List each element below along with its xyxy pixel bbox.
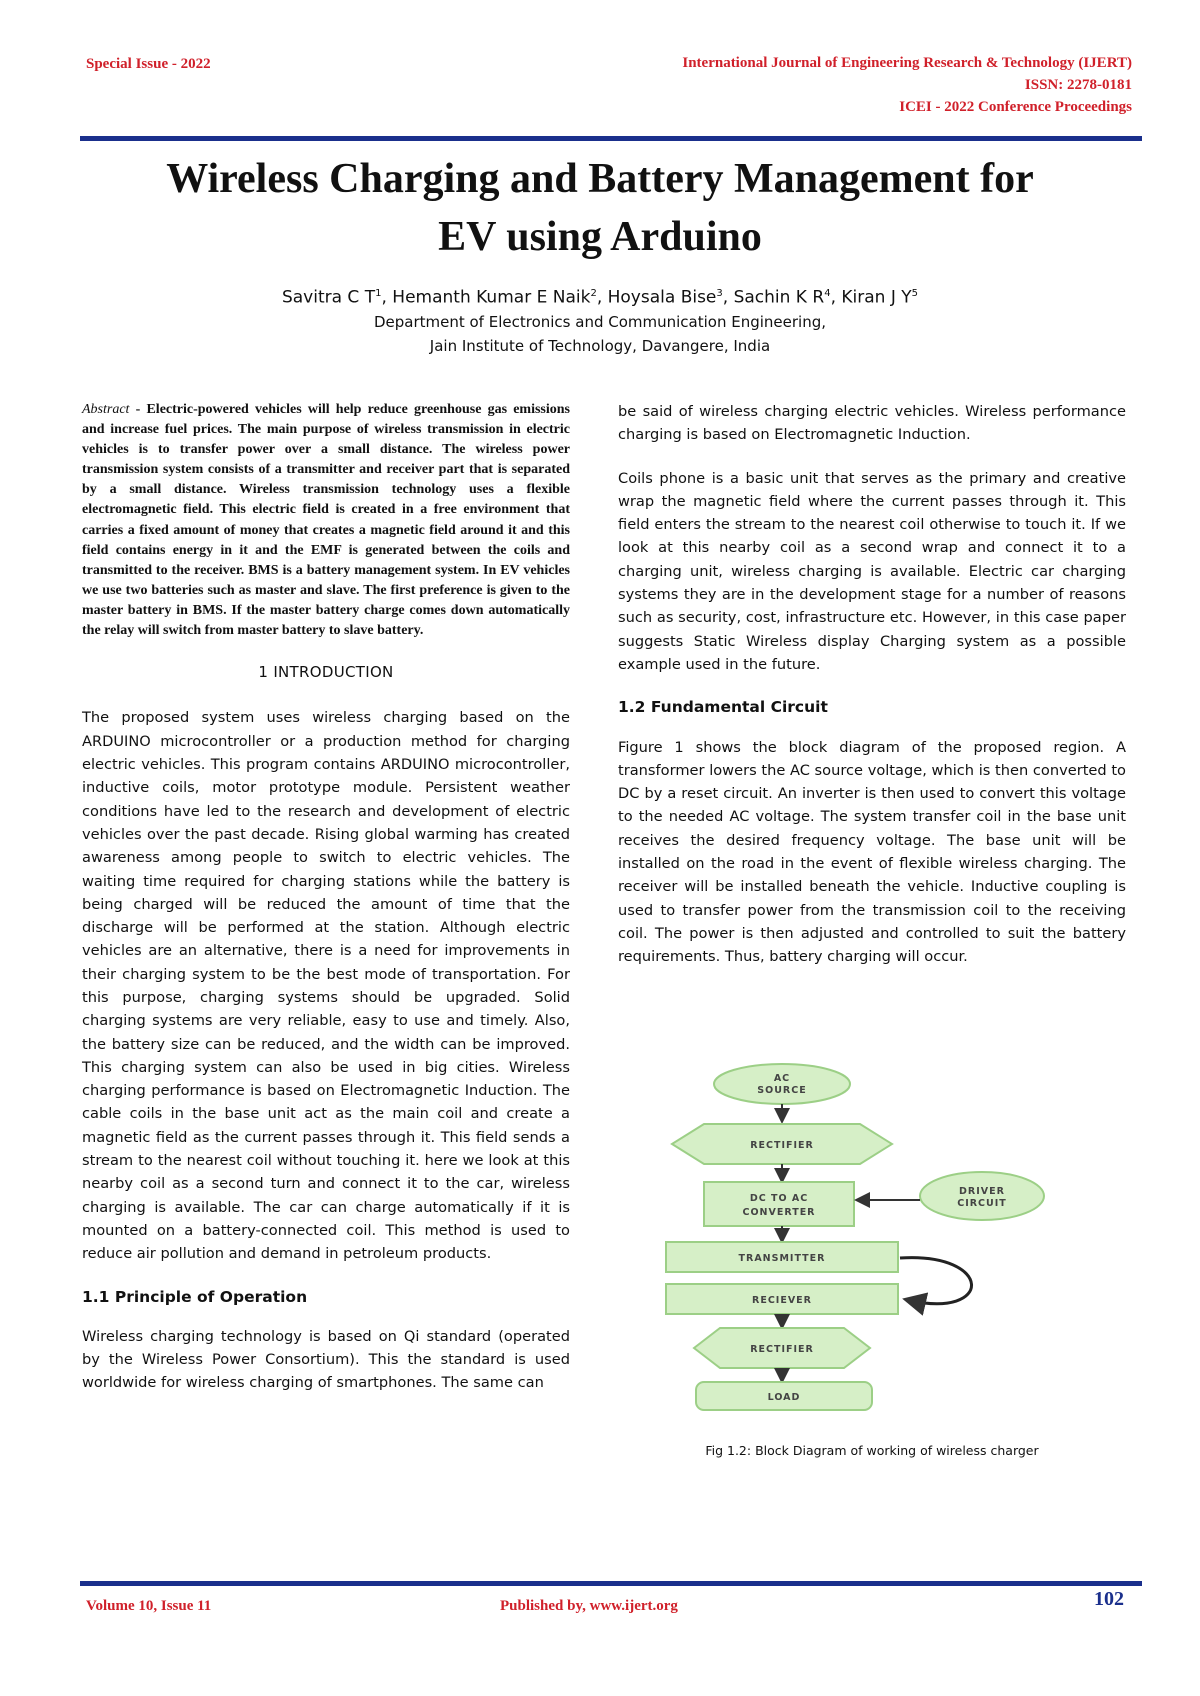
header-journal-name: International Journal of Engineering Research & Technology (IJERT)	[682, 55, 1132, 71]
header-journal-info	[682, 52, 1132, 118]
right-paragraph-1: be said of wireless charging electric vehicles. Wireless performance charging is based on Electromagnetic Induction.	[618, 403, 1126, 444]
author-name: Kiran J Y	[841, 287, 912, 308]
header-proceedings: ICEI - 2022 Conference Proceedings	[899, 99, 1132, 115]
paper-title	[60, 150, 1140, 266]
load-label: LOAD	[767, 1392, 801, 1403]
abstract-text: - Electric-powered vehicles will help reduce greenhouse gas emissions and increase fuel prices. The main purpose of wireless transmission in electric vehicles is to transfer power over a small distance. The wireless power transmission system consists of a transmitter and receiver part that is separated by a small distance. Wireless transmission technology uses a flexible electromagnetic field. This electric field is created in a free environment that carries a fixed amount of money that creates a magnetic field around it and this field contains energy in it and the EMF is generated between the coils and transmitted to the receiver. BMS is a battery management system. In EV vehicles we use two batteries such as master and slave. The first preference is given to the master battery in BMS. If the master battery charge comes down automatically the relay will switch from master battery to slave battery.	[82, 402, 570, 639]
fundamental-circuit-paragraph: Figure 1 shows the block diagram of the proposed region. A transformer lowers the AC source voltage, which is then converted to DC by a reset circuit. An inverter is then used to convert this voltage to the needed AC voltage. The system transfer coil in the base unit receives the desired frequency voltage. The base unit will be installed on the road in the event of flexible wireless charging. The receiver will be installed beneath the vehicle. Inductive coupling is used to transfer power from the transmission coil to the receiving coil. The power is then adjusted and controlled to suit the battery requirements. Thus, battery charging will occur.	[618, 738, 1126, 966]
driver-label-2: CIRCUIT	[957, 1198, 1007, 1209]
author-sup: 4	[824, 288, 831, 299]
converter-node	[704, 1182, 854, 1226]
figure-caption: Fig 1.2: Block Diagram of working of wireless charger	[705, 1443, 1039, 1458]
header-special-issue: Special Issue - 2022	[86, 56, 211, 72]
ac-source-node	[714, 1064, 850, 1104]
driver-label-1: DRIVER	[959, 1186, 1005, 1197]
left-column	[82, 400, 570, 1415]
author-sup: 1	[375, 288, 382, 299]
footer-volume: Volume 10, Issue 11	[86, 1598, 212, 1614]
section-heading-principle: 1.1 Principle of Operation	[82, 1287, 308, 1306]
ac-source-label-2: SOURCE	[757, 1085, 807, 1096]
transmitter-label: TRANSMITTER	[738, 1253, 826, 1264]
paper-title-line-1: Wireless Charging and Battery Management for	[166, 156, 1034, 202]
receiver-label: RECIEVER	[752, 1295, 812, 1306]
rectifier-label: RECTIFIER	[750, 1140, 814, 1151]
introduction-paragraph: The proposed system uses wireless charging based on the ARDUINO microcontroller or a production method for charging electric vehicles. This program contains ARDUINO microcontroller, inductive coils, motor prototype module. Persistent weather conditions have led to the research and development of electric vehicles over the past decade. Rising global warming has created awareness among people to switch to electric vehicles. The waiting time required for charging stations while the battery is being charged will be reduced the amount of time that the discharge will be performed at the station. Although electric vehicles are an alternative, there is a need for improvements in their charging system to be the best mode of transportation. For this purpose, charging systems should be upgraded. Solid charging systems are very reliable, easy to use and timely. Also, the battery size can be reduced, and the width can be improved. This charging system can also be used in big cities. Wireless charging performance is based on Electromagnetic Induction. The cable coils in the base unit act as the main coil and create a magnetic field as the current passes through it. This field sends a stream to the nearest coil without touching it. here we look at this nearby coil as a second turn and connect it to the car, wireless charging is available. The car can charge automatically if it is mounted on a battery-connected coil. This method is used to reduce air pollution and demand in petroleum products.	[82, 709, 570, 1263]
abstract	[82, 400, 570, 641]
header-issn: ISSN: 2278-0181	[1024, 77, 1132, 93]
page-number: 102	[1094, 1588, 1124, 1610]
arrow-wireless-transfer	[900, 1258, 972, 1304]
author-block	[100, 282, 1100, 358]
section-heading-introduction: 1 INTRODUCTION	[258, 663, 394, 682]
author-sup: 2	[590, 288, 597, 299]
author-name: Hemanth Kumar E Naik	[392, 287, 591, 308]
paper-title-line-2: EV using Arduino	[438, 214, 762, 260]
converter-label-1: DC TO AC	[749, 1193, 809, 1204]
author-name: Savitra C T	[281, 287, 376, 308]
footer-divider	[80, 1581, 1142, 1586]
converter-label-2: CONVERTER	[742, 1207, 816, 1218]
right-paragraph-2: Coils phone is a basic unit that serves as the primary and creative wrap the magnetic field where the current passes through it. This field enters the stream to the nearest coil otherwise to touch it. If we look at this nearby coil as a second wrap and connect it to a charging unit, wireless charging is available. Electric car charging systems they are in the development stage for a number of reasons such as security, cost, infrastructure etc. However, in this case paper suggests Static Wireless display Charging system as a possible example used in the future.	[618, 469, 1126, 673]
header-divider	[80, 136, 1142, 141]
affiliation-department: Department of Electronics and Communication Engineering,	[373, 312, 827, 331]
author-name: Sachin K R	[733, 287, 825, 308]
footer-publisher: Published by, www.ijert.org	[500, 1598, 678, 1614]
author-name: Hoysala Bise	[607, 287, 717, 308]
ac-source-label-1: AC	[773, 1073, 791, 1084]
right-column	[618, 400, 1126, 989]
abstract-label: Abstract	[82, 402, 130, 417]
author-sup: 3	[716, 288, 723, 299]
affiliation-institute: Jain Institute of Technology, Davangere, India	[429, 336, 771, 355]
author-sup: 5	[911, 288, 919, 299]
block-diagram-figure	[664, 1062, 1104, 1422]
rectifier-output-label: RECTIFIER	[750, 1344, 814, 1355]
principle-paragraph: Wireless charging technology is based on Qi standard (operated by the Wireless Power Consortium). This the standard is used worldwide for wireless charging of smartphones. The same can	[82, 1327, 570, 1392]
section-heading-fundamental-circuit: 1.2 Fundamental Circuit	[618, 698, 828, 717]
author-names: Savitra C $T^1$, Hemanth Kumar E Naik$^2$, Hoysala Bise$^3$, Sachin K $R^4$, Kiran J $Y^5$	[281, 287, 919, 308]
